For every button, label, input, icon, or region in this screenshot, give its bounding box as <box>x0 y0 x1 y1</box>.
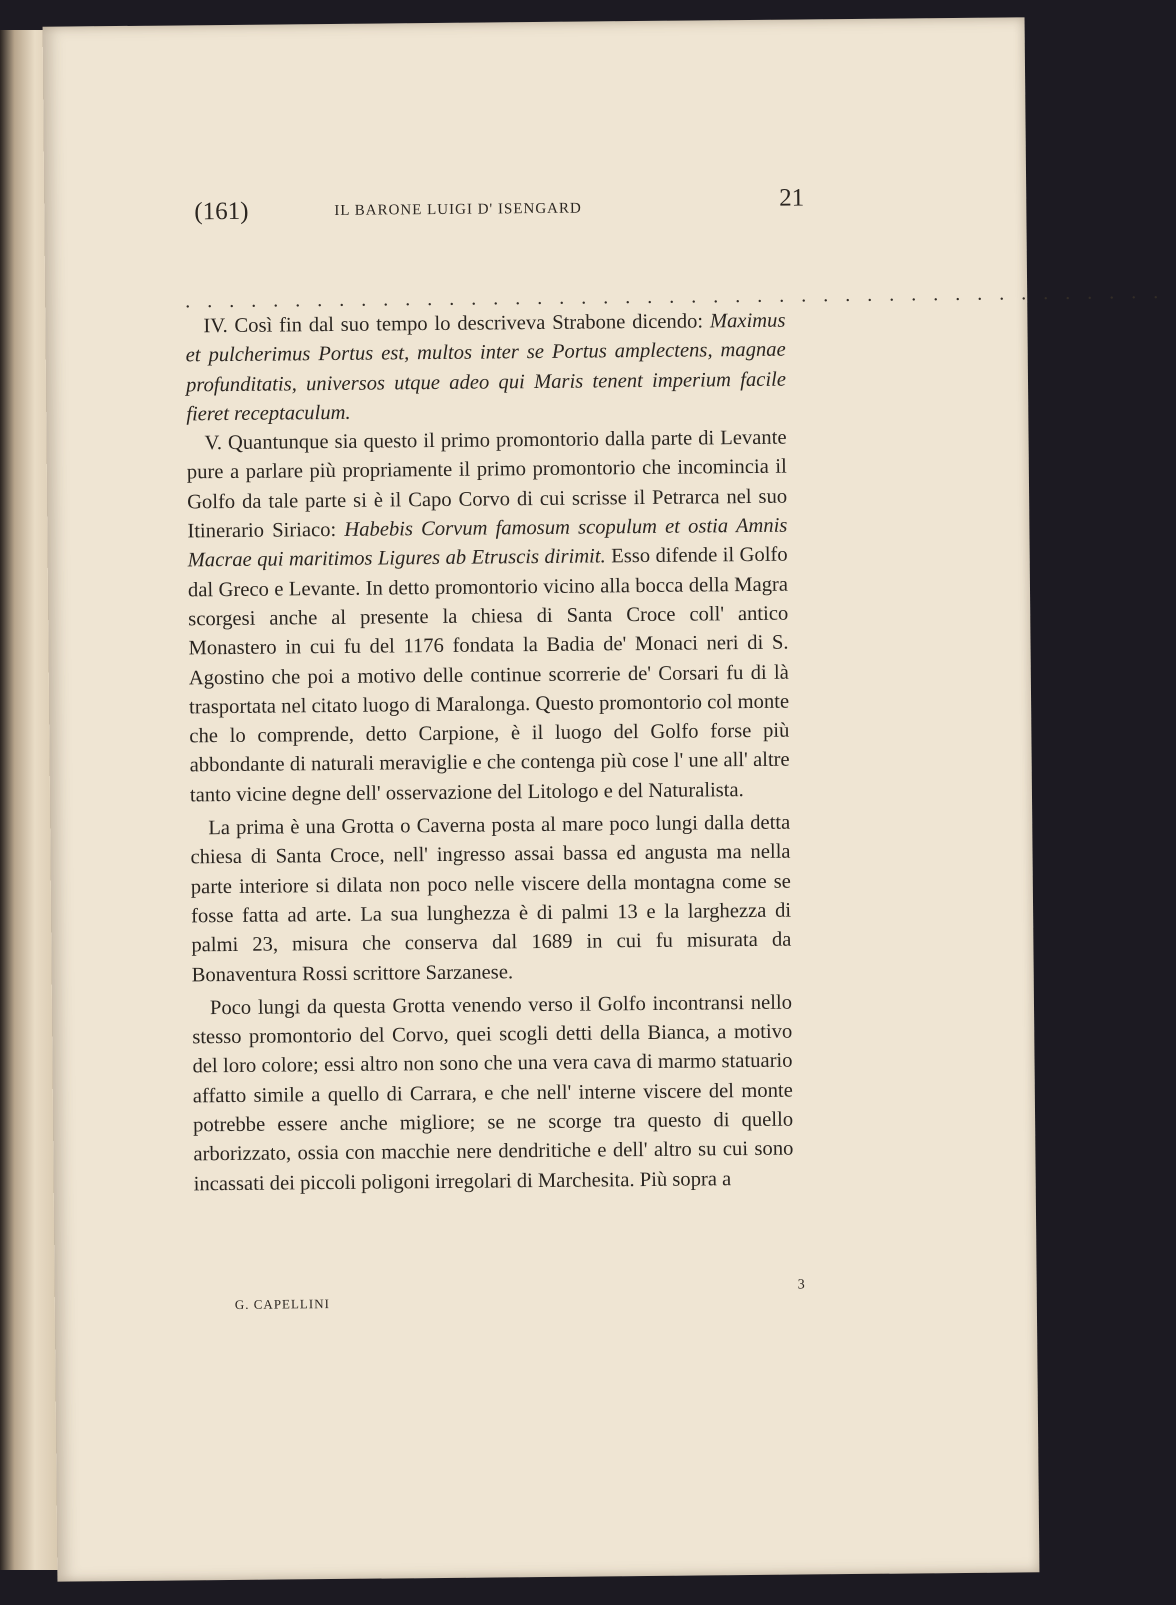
paragraph-v-continuation: Esso difende il Golfo dal Greco e Levante. In detto promontorio vicino alla bocca della Magra scorgesi anche al presente la chiesa di Santa Croce coll' antico Monastero in cui fu del 1176 fondata la Badia de' Monaci neri di S. Agostino che poi a motivo delle continue scorrerie de' Corsari fu di là trasportata nel citato luogo di Maralonga. Questo promontorio col monte che lo comprende, detto Carpione, è il luogo del Golfo forse più abbondante di naturali meraviglie e che contenga più cose l' une all' altre tanto vicine degne dell' osservazione del Litologo e del Naturalista. <box>187 543 790 807</box>
body-text <box>185 280 1165 1200</box>
page-number-original: (161) <box>194 197 249 226</box>
paragraph-iv-text: IV. Così fin dal suo tempo lo descriveva Strabone dicendo: <box>203 310 704 338</box>
paragraph-bianca: Poco lungi da questa Grotta venendo verso il Golfo incontransi nello stesso promontorio del Corvo, quei scogli detti della Bianca, a motivo del loro colore; essi altro non sono che una vera cava di marmo statuario affatto simile a quello di Carrara, e che nell' interne viscere del monte potrebbe essere anche migliore; se ne scorge tra questo di quello arborizzato, ossia con macchie nere dendritiche e dell' altro su cui sono incassati dei piccoli poligoni irregolari di Marchesita. Più sopra a <box>192 991 794 1195</box>
paragraph-v <box>186 424 790 811</box>
page-number: 21 <box>779 184 805 212</box>
running-header <box>194 184 804 230</box>
paragraph-iv <box>185 307 786 430</box>
running-title: IL BARONE LUIGI D' ISENGARD <box>334 200 582 219</box>
book-page <box>43 17 1165 1581</box>
paragraph-v-text: V. Quantunque sia questo il primo promontorio dalla parte di Levante pure a parlare più propriamente il primo promontorio che incomincia il Golfo da tale parte si è il Capo Corvo di cui scrisse il Petrarca nel suo Itinerario Siriaco: <box>186 426 788 543</box>
ellipsis-dots: . . . . . . . . . . . . . . . . . . . . . . . . . . . . . . . . . . . . . . . . . . . . . <box>185 280 1165 313</box>
sheet-number: 3 <box>797 1277 805 1293</box>
paragraph-grotta: La prima è una Grotta o Caverna posta al mare poco lungi dalla detta chiesa di Santa Croce, nell' ingresso assai bassa ed angusta ma nella parte interiore si dilata non poco nelle viscere della montagna come se fosse fatta ad arte. La sua lunghezza è di palmi 13 e la larghezza di palmi 23, misura che conserva dal 1689 in cui fu misurata da Bonaventura Rossi scrittore Sarzanese. <box>190 811 792 986</box>
printer-signature: G. CAPELLINI <box>234 1296 330 1312</box>
paragraph-iv-quote: Maximus et pulcherimus Portus est, multos inter se Portus amplectens, magnae profunditatis, universos utque adeo qui Maris tenent imperium facile fieret receptaculum. <box>185 309 787 426</box>
page-footer <box>205 1277 805 1313</box>
paragraph-v-quote: Habebis Corvum famosum scopulum et ostia Amnis Macrae qui maritimos Ligures ab Etruscis dirimit. <box>187 514 788 572</box>
